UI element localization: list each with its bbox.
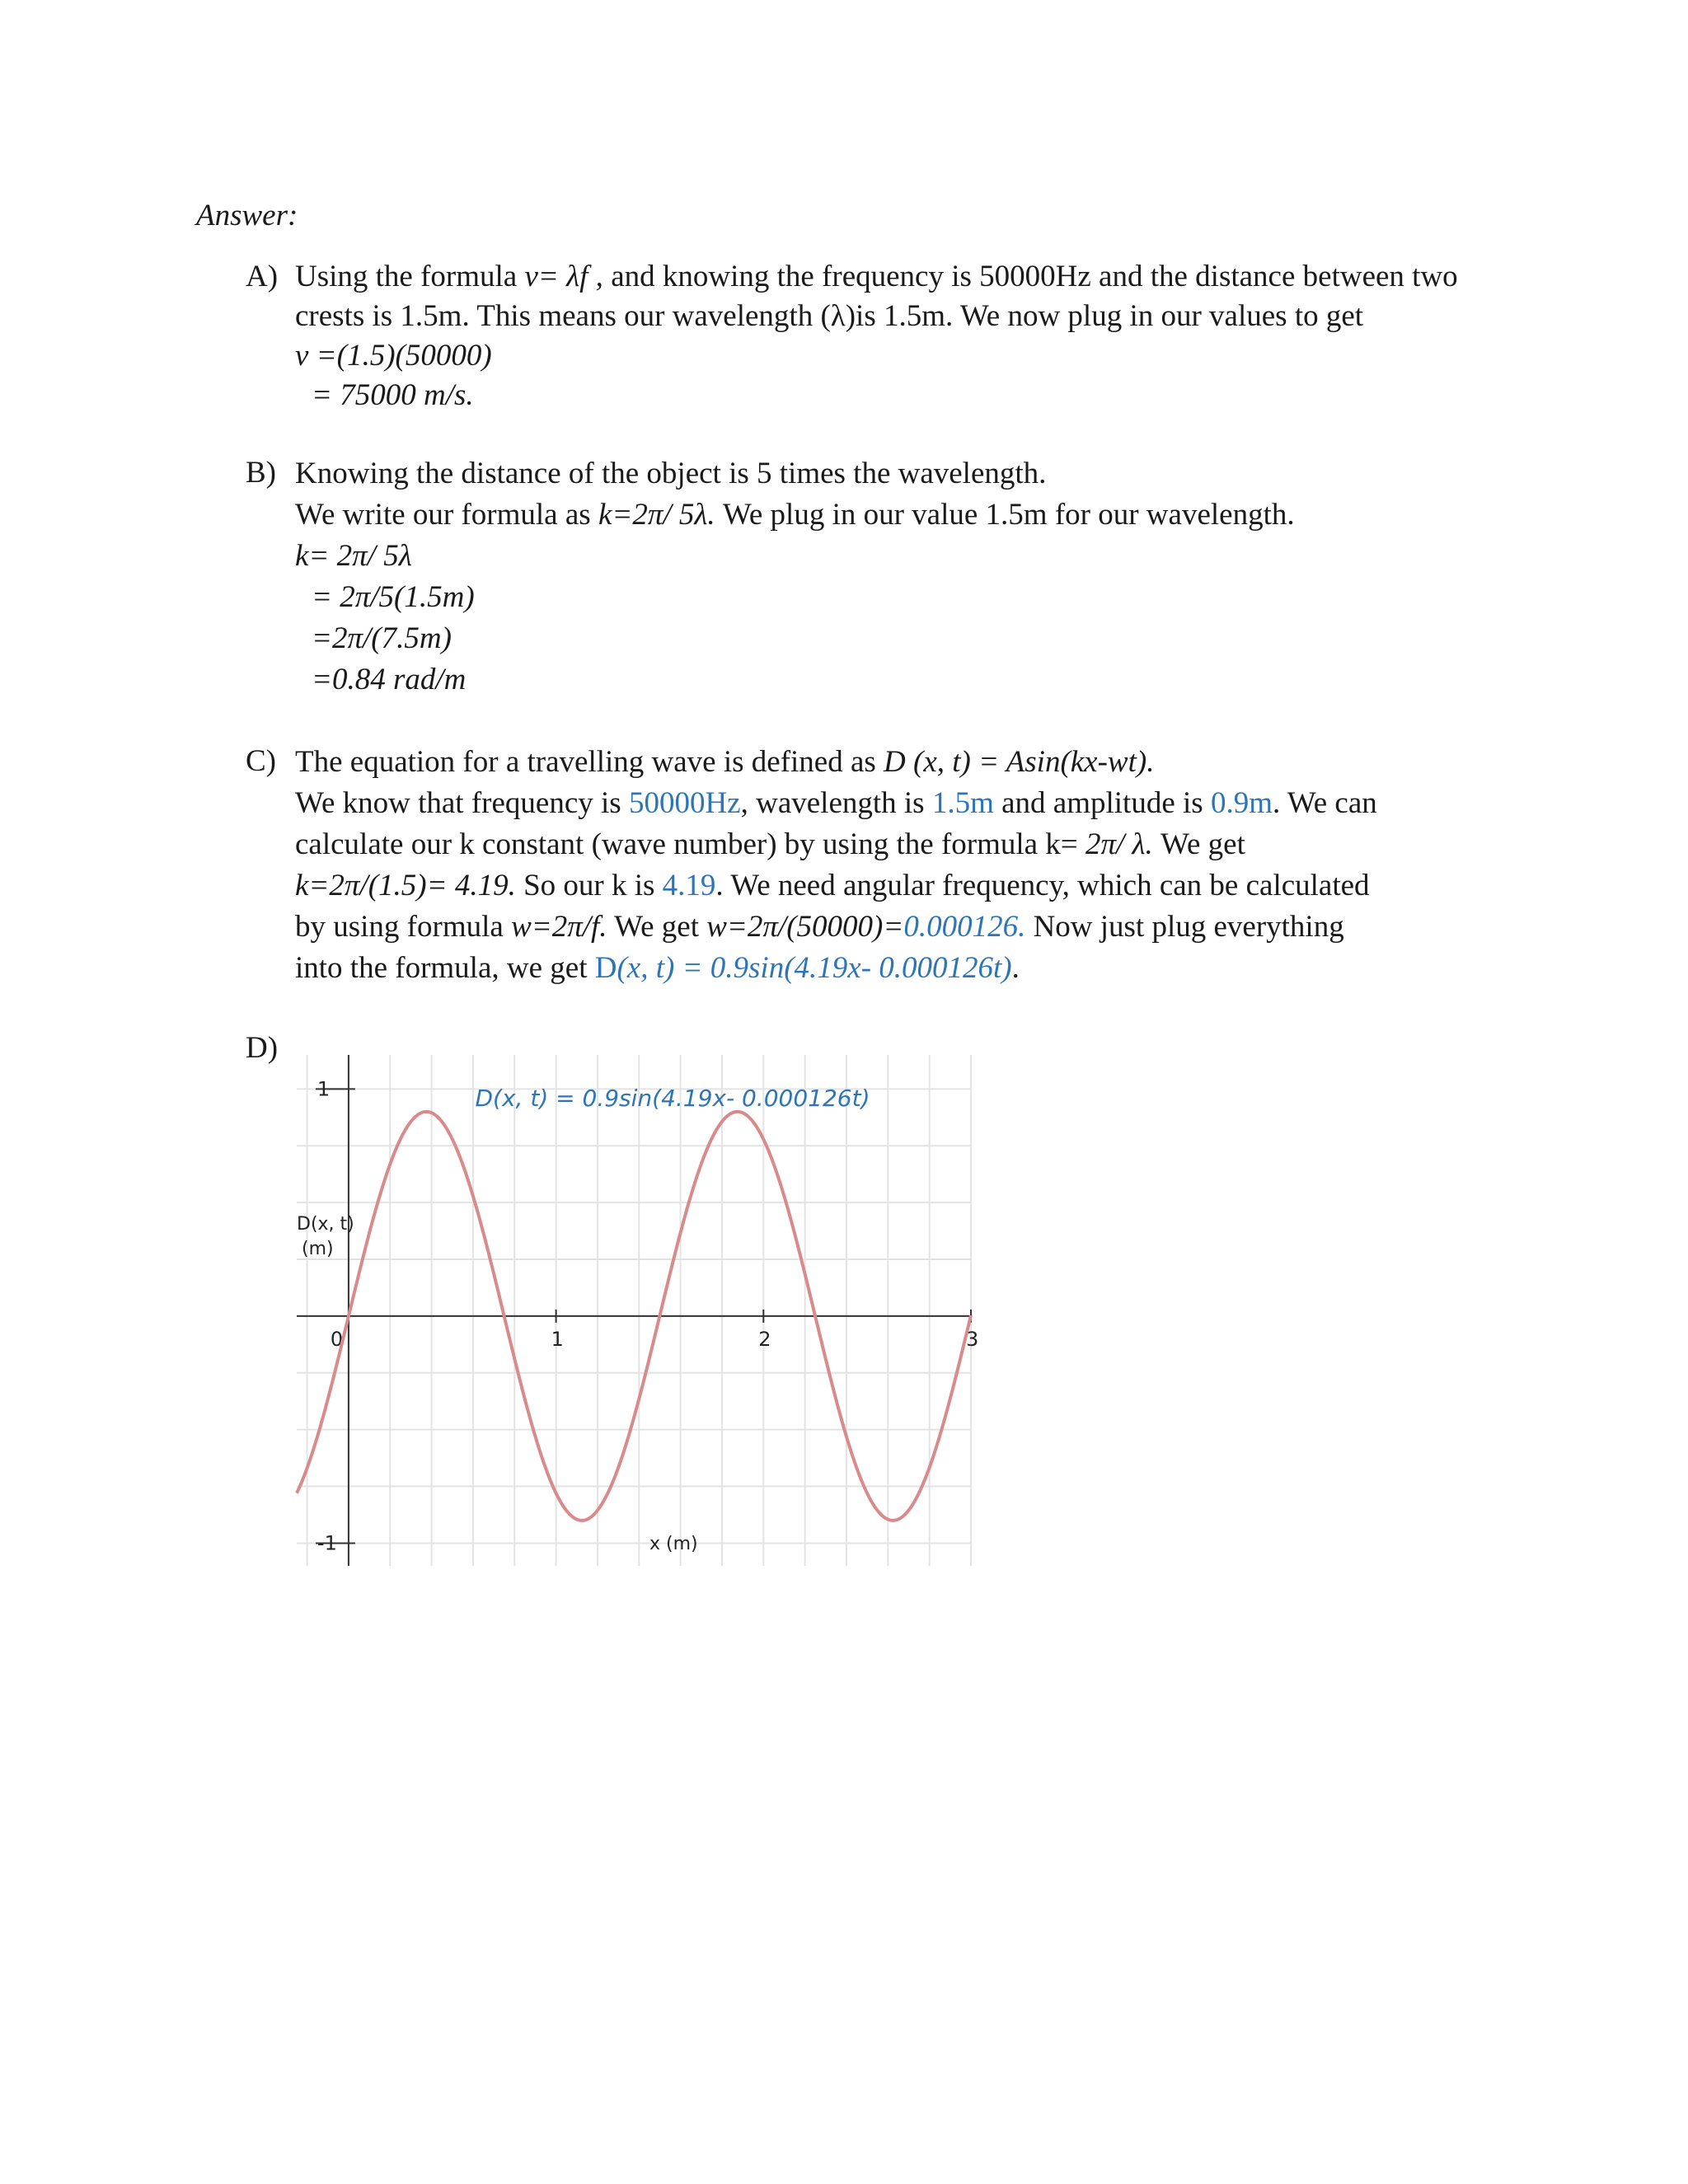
part-b-formula: k=2π/ 5λ. — [598, 498, 715, 532]
part-b-line1: Knowing the distance of the object is 5 times the wavelength. — [295, 457, 1047, 490]
part-b-line5: =2π/(7.5m) — [312, 621, 452, 655]
final-equation: (x, t) = 0.9sin(4.19x- 0.000126t) — [617, 951, 1012, 985]
part-a-formula: v= λf , — [524, 260, 603, 293]
part-c-text: into the formula, we get — [295, 951, 595, 985]
part-c-text: . We need angular frequency, which can be calculated — [715, 869, 1370, 902]
omega-value: 0.000126. — [903, 910, 1026, 944]
x-tick-label: 2 — [758, 1327, 771, 1351]
amplitude-value: 0.9m — [1210, 786, 1273, 820]
x-axis-label: x (m) — [649, 1534, 698, 1554]
part-c-letter: C) — [246, 744, 276, 778]
part-c-text: . We can — [1272, 786, 1377, 820]
part-c-text: So our k is — [515, 869, 663, 902]
x-tick-label: 3 — [966, 1327, 979, 1351]
part-c-text: and amplitude is — [993, 786, 1211, 820]
part-d-letter: D) — [246, 1031, 279, 1065]
part-b-text-post: We plug in our value 1.5m for our wavelength. — [715, 498, 1295, 532]
wave-graph-svg — [280, 1055, 981, 1570]
part-a-text: Using the formula — [295, 260, 525, 293]
part-b — [246, 453, 1498, 701]
part-c-formula: 2π/ λ. — [1085, 827, 1153, 861]
part-c-line6 — [295, 948, 1498, 989]
x-tick-label: 0 — [330, 1327, 344, 1351]
part-b-line2 — [295, 494, 1498, 536]
part-a-line3: v =(1.5)(50000) — [295, 339, 492, 373]
k-value: 4.19 — [662, 869, 716, 902]
part-a-letter: A) — [246, 260, 279, 293]
part-a-line2: crests is 1.5m. This means our wavelength (λ)is 1.5m. We now plug in our values to get — [295, 299, 1364, 333]
y-axis-label-unit: (m) — [302, 1239, 334, 1259]
x-tick-label: 1 — [551, 1327, 564, 1351]
part-b-line6: =0.84 rad/m — [312, 663, 467, 696]
part-c-text: We get — [1152, 827, 1245, 861]
answer-heading: Answer: — [196, 199, 298, 232]
part-c-formula: D (x, t) = Asin(kx-wt). — [884, 745, 1155, 779]
wavelength-value: 1.5m — [931, 786, 994, 820]
graph-grid — [297, 1055, 971, 1566]
part-b-line4: = 2π/5(1.5m) — [312, 580, 475, 614]
part-c-formula: k=2π/(1.5)= 4.19. — [295, 869, 516, 902]
part-c-text: calculate our k constant (wave number) by using the formula k= — [295, 827, 1085, 861]
part-c-line2 — [295, 783, 1498, 824]
part-c-text: , wavelength is — [740, 786, 932, 820]
part-a — [246, 257, 1498, 415]
part-c-line5 — [295, 907, 1498, 948]
y-tick-label: 1 — [316, 1077, 331, 1101]
graph-title: D(x, t) = 0.9sin(4.19x- 0.000126t) — [475, 1085, 870, 1112]
part-b-text: We write our formula as — [295, 498, 598, 532]
part-a-line4: = 75000 m/s. — [312, 378, 474, 412]
part-c-line4 — [295, 865, 1498, 907]
part-c-formula: w=2π/f. — [511, 910, 607, 944]
frequency-value: 50000Hz — [628, 786, 741, 820]
y-tick-label: -1 — [316, 1531, 337, 1555]
part-c-text: . — [1011, 951, 1020, 985]
part-a-text-post: and knowing the frequency is 50000Hz and the distance between two — [603, 260, 1458, 293]
graph-axes — [297, 1055, 971, 1566]
part-a-line1 — [295, 257, 1498, 297]
y-axis-label: D(x, t) — [297, 1214, 354, 1235]
part-c-formula: w=2π/(50000)= — [706, 910, 904, 944]
final-equation-d: D — [594, 951, 617, 985]
part-c-text: by using formula — [295, 910, 512, 944]
part-c-text: We know that frequency is — [295, 786, 629, 820]
part-b-line3: k= 2π/ 5λ — [295, 539, 412, 573]
part-c — [246, 742, 1498, 989]
part-b-letter: B) — [246, 456, 276, 490]
wave-graph — [280, 1055, 981, 1570]
part-c-line1 — [295, 742, 1498, 783]
part-c-text: We get — [607, 910, 707, 944]
part-c-line3 — [295, 824, 1498, 865]
part-c-text: The equation for a travelling wave is defined as — [295, 745, 884, 779]
part-c-text: Now just plug everything — [1025, 910, 1344, 944]
